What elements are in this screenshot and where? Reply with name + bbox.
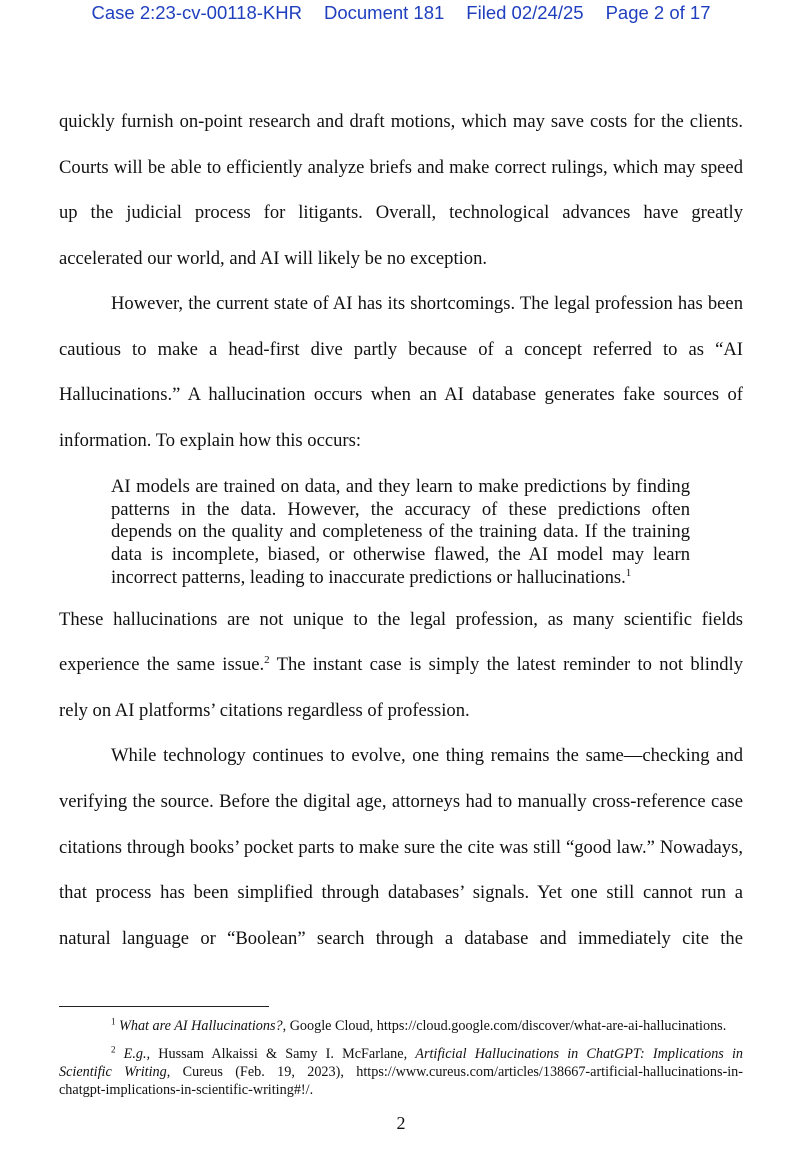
paragraph-1-line-2: Courts will be able to efficiently analyze briefs and make correct rulings, which may speed [59, 157, 743, 178]
paragraph-4-line-5: natural language or “Boolean” search through a database and immediately cite the [59, 928, 743, 949]
footnote-2-line-2 [59, 1064, 743, 1081]
footnote-2-signal: E.g., [123, 1046, 151, 1062]
footnote-2-title-part-2: Scientific Writing [59, 1064, 167, 1080]
paragraph-4-line-4: that process has been simplified through databases’ signals. Yet one still cannot run a [59, 882, 743, 903]
paragraph-1-line-3: up the judicial process for litigants. Overall, technological advances have greatly [59, 202, 743, 223]
paragraph-3-line-2-before: experience the same issue. [59, 654, 265, 675]
footnote-2-line-1 [111, 1046, 743, 1063]
paragraph-3-line-2-after: The instant case is simply the latest reminder to not blindly [269, 654, 744, 675]
footnote-2-line-3[interactable]: chatgpt-implications-in-scientific-writing#!/. [59, 1082, 314, 1098]
paragraph-3-line-1: These hallucinations are not unique to the legal profession, as many scientific fields [59, 609, 743, 630]
paragraph-2-line-2: cautious to make a head-first dive partly because of a concept referred to as “AI [59, 339, 743, 360]
footnote-2-number: 2 [111, 1044, 116, 1055]
block-quote-line-1: AI models are trained on data, and they learn to make predictions by finding [111, 476, 690, 497]
case-number: Case 2:23-cv-00118-KHR [91, 2, 302, 23]
block-quote-line-5-text: incorrect patterns, leading to inaccurate predictions or hallucinations. [111, 567, 626, 588]
paragraph-4-line-3: citations through books’ pocket parts to make sure the cite was still “good law.” Nowadays, [59, 837, 743, 858]
paragraph-4-line-1: While technology continues to evolve, one thing remains the same—checking and [111, 745, 743, 766]
case-header [0, 2, 802, 24]
footnote-1-title: What are AI Hallucinations? [119, 1018, 283, 1034]
paragraph-4-line-2: verifying the source. Before the digital age, attorneys had to manually cross-reference case [59, 791, 743, 812]
footnote-ref-2[interactable]: 2 [264, 653, 270, 666]
footnote-divider [59, 1006, 269, 1007]
paragraph-3-line-2 [59, 654, 743, 676]
footnote-2-citation[interactable]: , Cureus (Feb. 19, 2023), https://www.cureus.com/articles/138667-artificial-hallucinations-in- [166, 1064, 744, 1080]
footnote-2-authors: Hussam Alkaissi & Samy I. McFarlane, [150, 1046, 416, 1062]
page-indicator: Page 2 of 17 [605, 2, 711, 23]
paragraph-2-line-3: Hallucinations.” A hallucination occurs when an AI database generates fake sources of [59, 384, 743, 405]
footnote-2-title-part-1: Artificial Hallucinations in ChatGPT: Implications in [415, 1046, 744, 1062]
document-number: Document 181 [323, 2, 445, 23]
paragraph-2-line-1: However, the current state of AI has its shortcomings. The legal profession has been [111, 293, 743, 314]
paragraph-2-line-4: information. To explain how this occurs: [59, 430, 362, 451]
filed-date: Filed 02/24/25 [466, 2, 584, 23]
block-quote-line-5 [111, 567, 690, 589]
block-quote-line-4: data is incomplete, biased, or otherwise flawed, the AI model may learn [111, 544, 690, 565]
block-quote-line-3: depends on the quality and completeness of the training data. If the training [111, 521, 690, 542]
footnote-ref-1[interactable]: 1 [625, 566, 632, 579]
footnote-1 [111, 1018, 743, 1035]
block-quote-line-2: patterns in the data. However, the accuracy of these predictions often [111, 499, 690, 520]
paragraph-1-line-1: quickly furnish on-point research and draft motions, which may save costs for the clients. [59, 111, 743, 132]
footnote-1-citation[interactable]: , Google Cloud, https://cloud.google.com/discover/what-are-ai-hallucinations. [282, 1018, 727, 1034]
page-number: 2 [396, 1113, 406, 1133]
paragraph-1-line-4: accelerated our world, and AI will likely be no exception. [59, 248, 488, 269]
footnote-1-number: 1 [111, 1016, 116, 1027]
paragraph-3-line-3: rely on AI platforms’ citations regardless of profession. [59, 700, 470, 721]
